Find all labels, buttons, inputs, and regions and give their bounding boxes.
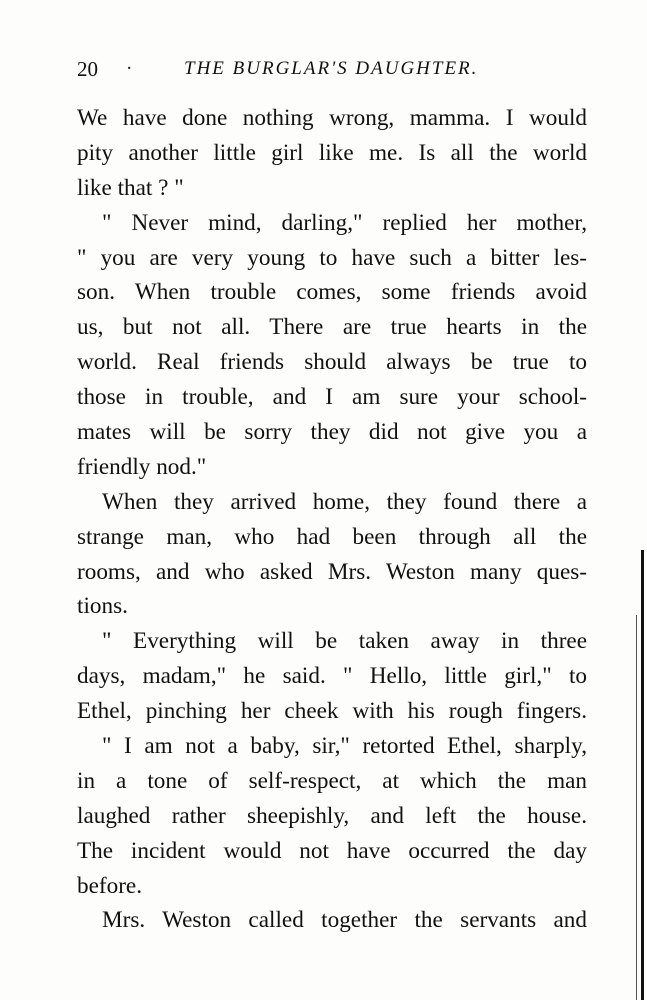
body-text	[77, 101, 587, 938]
text-line: world. Real friends should always be true to	[77, 349, 587, 376]
text-line: rooms, and who asked Mrs. Weston many ques-	[77, 558, 587, 585]
page-edge-shadow	[636, 615, 637, 1000]
text-line: mates will be sorry they did not give you a	[77, 419, 587, 446]
text-line: friendly nod."	[77, 453, 207, 480]
text-line: strange man, who had been through all the	[77, 523, 587, 550]
text-line: laughed rather sheepishly, and left the house.	[77, 802, 587, 829]
text-line: " Everything will be taken away in three	[102, 628, 587, 655]
text-line: We have done nothing wrong, mamma. I would	[77, 105, 587, 131]
text-line: like that ? "	[77, 174, 184, 201]
text-line: Mrs. Weston called together the servants and	[102, 907, 587, 934]
page-number: 20	[77, 57, 98, 81]
text-line: before.	[77, 872, 143, 899]
text-line: " I am not a baby, sir," retorted Ethel, sharply,	[102, 733, 587, 760]
text-line: in a tone of self-respect, at which the man	[77, 767, 587, 794]
text-line: days, madam," he said. " Hello, little girl," to	[77, 663, 587, 690]
text-line: son. When trouble comes, some friends avoid	[77, 279, 587, 306]
header-separator: ·	[126, 58, 133, 79]
text-line: When they arrived home, they found there a	[102, 488, 587, 515]
page-header	[77, 55, 587, 83]
running-title: THE BURGLAR'S DAUGHTER.	[184, 58, 479, 79]
text-line: us, but not all. There are true hearts in the	[77, 314, 587, 341]
text-line: The incident would not have occurred the day	[77, 837, 587, 864]
text-line: " Never mind, darling," replied her mother,	[102, 209, 587, 236]
text-line: pity another little girl like me. Is all the world	[77, 139, 587, 166]
text-line: those in trouble, and I am sure your school-	[77, 384, 587, 411]
text-line: " you are very young to have such a bitter les-	[77, 244, 587, 271]
text-line: tions.	[77, 593, 128, 620]
text-line: Ethel, pinching her cheek with his rough fingers.	[77, 698, 587, 725]
page-edge-rule	[641, 550, 644, 1000]
